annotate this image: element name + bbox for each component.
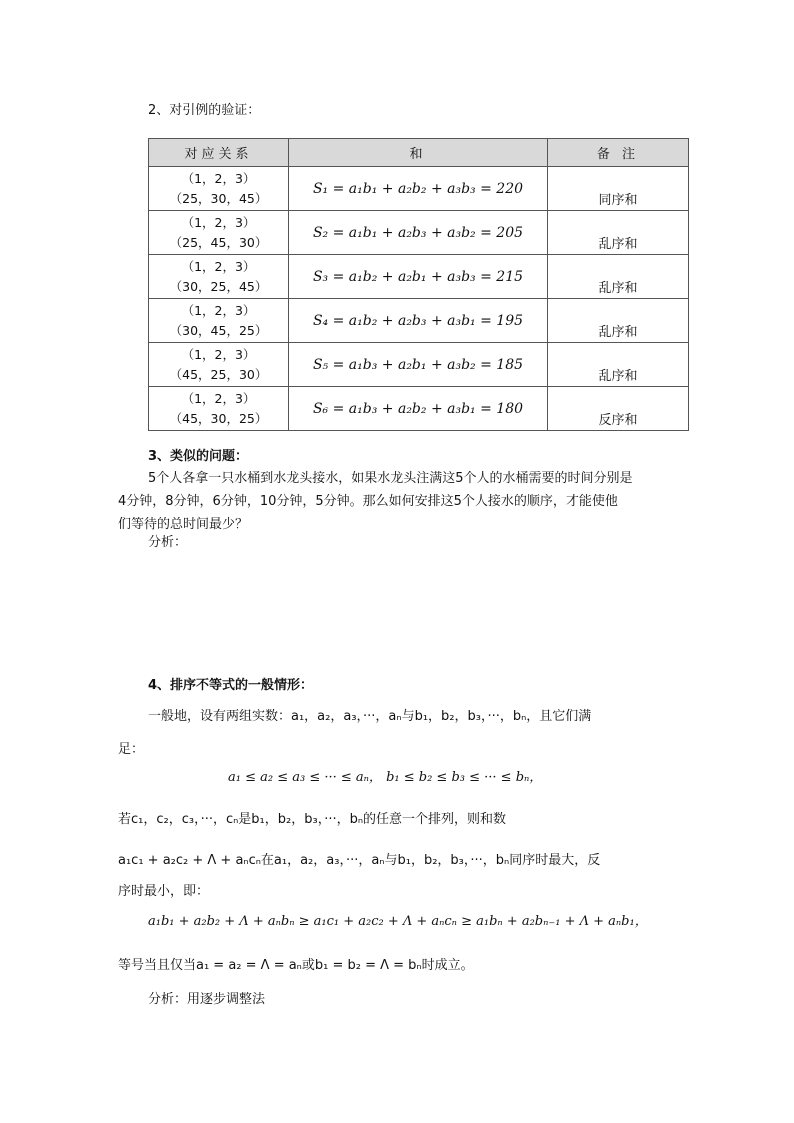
pair-bottom: （45，30，25）	[169, 410, 268, 426]
verification-table	[148, 138, 689, 431]
pair-bottom: （25，45，30）	[169, 234, 268, 250]
note-cell: 乱序和	[548, 343, 689, 387]
pair-top: （1，2，3）	[181, 170, 256, 186]
problem-line-3: 们等待的总时间最少？	[118, 517, 249, 532]
sum-cell: S₅ = a₁b₃ + a₂b₁ + a₃b₂ = 185	[289, 343, 548, 387]
intro-line-a: 一般地，设有两组实数：a₁，a₂，a₃，···，aₙ与b₁，b₂，b₃，···，bₙ，且它们满	[148, 709, 592, 724]
sum-line-a: a₁c₁ + a₂c₂ + Λ + aₙcₙ在a₁，a₂，a₃，···，aₙ与b₁，b₂，b₃，···，bₙ同序时最大，反	[118, 853, 601, 868]
pair-bottom: （45，25，30）	[169, 366, 268, 382]
table-row	[149, 255, 689, 299]
table-row	[149, 211, 689, 255]
header-sum: 和	[289, 139, 548, 167]
pair-bottom: （30，25，45）	[169, 278, 268, 294]
main-inequality: a₁b₁ + a₂b₂ + Λ + aₙbₙ ≥ a₁c₁ + a₂c₂ + Λ + aₙcₙ ≥ a₁bₙ + a₂bₙ₋₁ + Λ + aₙb₁，	[148, 914, 648, 929]
pair-cell	[149, 343, 289, 387]
equality-condition: 等号当且仅当a₁ = a₂ = Λ = aₙ或b₁ = b₂ = Λ = bₙ时成立。	[118, 958, 474, 973]
pair-cell	[149, 387, 289, 431]
section4-heading: 4、排序不等式的一般情形：	[148, 678, 314, 693]
table-header-row	[149, 139, 689, 167]
table-row	[149, 299, 689, 343]
section4-analysis: 分析：用逐步调整法	[148, 992, 266, 1007]
order-condition: a₁ ≤ a₂ ≤ a₃ ≤ ··· ≤ aₙ， b₁ ≤ b₂ ≤ b₃ ≤ ··· ≤ bₙ，	[228, 770, 543, 785]
section2-heading: 2、对引例的验证：	[148, 103, 261, 118]
pair-cell	[149, 167, 289, 211]
note-cell: 反序和	[548, 387, 689, 431]
pair-top: （1，2，3）	[181, 258, 256, 274]
note-cell: 乱序和	[548, 211, 689, 255]
header-note: 备 注	[548, 139, 689, 167]
sum-cell: S₃ = a₁b₂ + a₂b₁ + a₃b₃ = 215	[289, 255, 548, 299]
pair-cell	[149, 255, 289, 299]
pair-top: （1，2，3）	[181, 390, 256, 406]
pair-top: （1，2，3）	[181, 302, 256, 318]
header-relation: 对应关系	[149, 139, 289, 167]
table-row	[149, 167, 689, 211]
problem-line-2: 4分钟，8分钟，6分钟，10分钟，5分钟。那么如何安排这5个人接水的顺序，才能使他	[118, 494, 618, 509]
table-row	[149, 343, 689, 387]
section3-heading: 3、类似的问题：	[148, 449, 249, 464]
note-cell: 乱序和	[548, 255, 689, 299]
sum-cell: S₁ = a₁b₁ + a₂b₂ + a₃b₃ = 220	[289, 167, 548, 211]
pair-cell	[149, 299, 289, 343]
intro-line-b: 足：	[118, 742, 145, 757]
sum-cell: S₆ = a₁b₃ + a₂b₂ + a₃b₁ = 180	[289, 387, 548, 431]
note-cell: 同序和	[548, 167, 689, 211]
pair-top: （1，2，3）	[181, 346, 256, 362]
pair-bottom: （25，30，45）	[169, 190, 268, 206]
table-row	[149, 387, 689, 431]
permutation-line: 若c₁，c₂，c₃，···，cₙ是b₁，b₂，b₃，···，bₙ的任意一个排列，则和数	[118, 812, 507, 827]
section3-analysis: 分析：	[148, 535, 188, 550]
sum-cell: S₂ = a₁b₁ + a₂b₃ + a₃b₂ = 205	[289, 211, 548, 255]
sum-cell: S₄ = a₁b₂ + a₂b₃ + a₃b₁ = 195	[289, 299, 548, 343]
problem-line-1: 5个人各拿一只水桶到水龙头接水，如果水龙头注满这5个人的水桶需要的时间分别是	[148, 471, 633, 486]
pair-bottom: （30，45，25）	[169, 322, 268, 338]
pair-top: （1，2，3）	[181, 214, 256, 230]
pair-cell	[149, 211, 289, 255]
note-cell: 乱序和	[548, 299, 689, 343]
sum-line-b: 序时最小，即：	[118, 884, 210, 899]
